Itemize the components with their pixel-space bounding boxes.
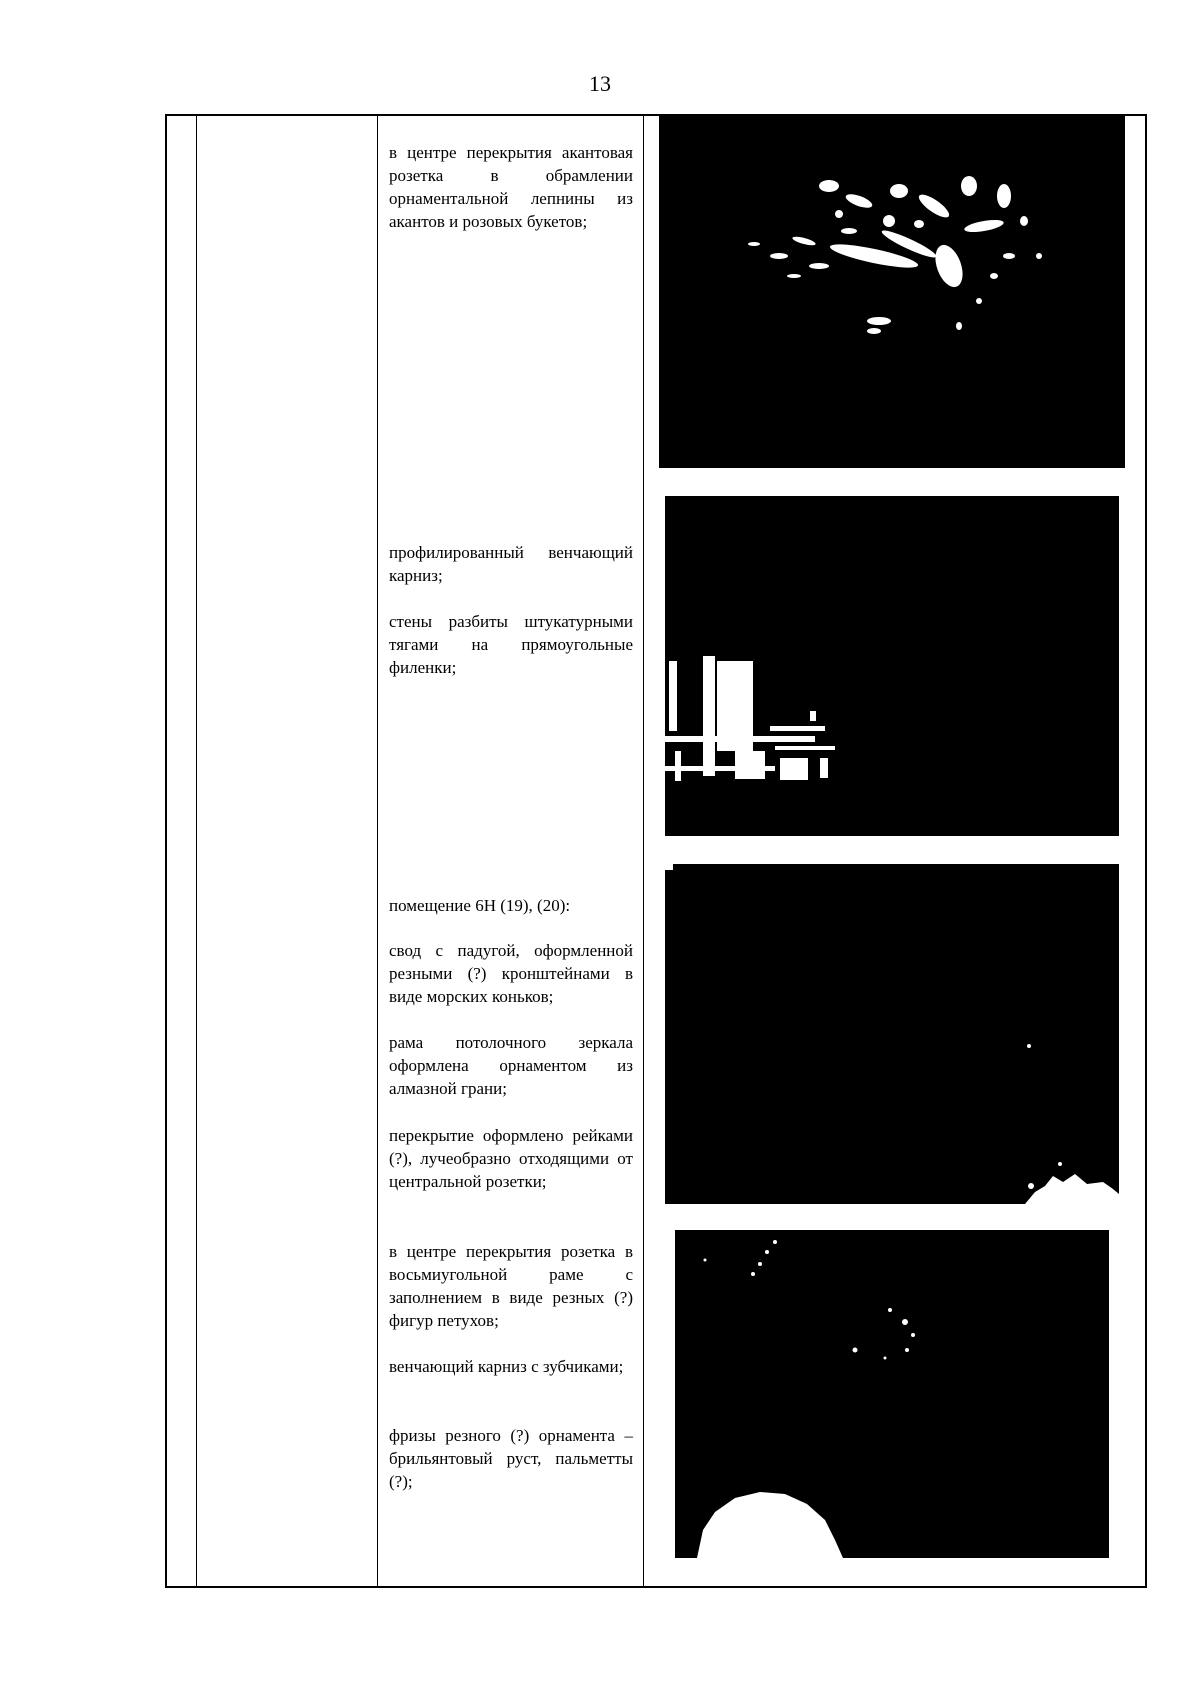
photo-ceiling-rosette — [659, 116, 1125, 468]
column-divider — [643, 116, 644, 1586]
description-item: помещение 6Н (19), (20): — [389, 896, 571, 915]
photo-octagonal-rosette — [675, 1230, 1109, 1558]
description-item: в центре перекрытия акантовая розетка в обрамлении орнаментальной лепнины из акантов и розовых букетов; — [389, 143, 633, 231]
description-item: фризы резного (?) орнамента – брильянтовый руст, пальметты (?); — [389, 1426, 633, 1491]
description-item: стены разбиты штукатурными тягами на прямоугольные филенки; — [389, 612, 633, 677]
description-item: венчающий карниз с зубчиками; — [389, 1357, 624, 1376]
description-item: в центре перекрытия розетка в восьмиугольной раме с заполнением в виде резных (?) фигур петухов; — [389, 1242, 633, 1330]
description-item: свод с падугой, оформленной резными (?) кронштейнами в виде морских коньков; — [389, 941, 633, 1006]
description-item: рама потолочного зеркала оформлена орнаментом из алмазной грани; — [389, 1033, 633, 1098]
description-item: профилированный венчающий карниз; — [389, 543, 633, 585]
page-number: 13 — [589, 71, 611, 96]
column-divider — [196, 116, 197, 1586]
photo-cornice-wall-panels — [665, 496, 1119, 836]
column-divider — [377, 116, 378, 1586]
description-table — [165, 114, 1147, 1588]
photo-vault-corbels — [665, 864, 1119, 1204]
description-item: перекрытие оформлено рейками (?), лучеобразно отходящими от центральной розетки; — [389, 1126, 633, 1191]
